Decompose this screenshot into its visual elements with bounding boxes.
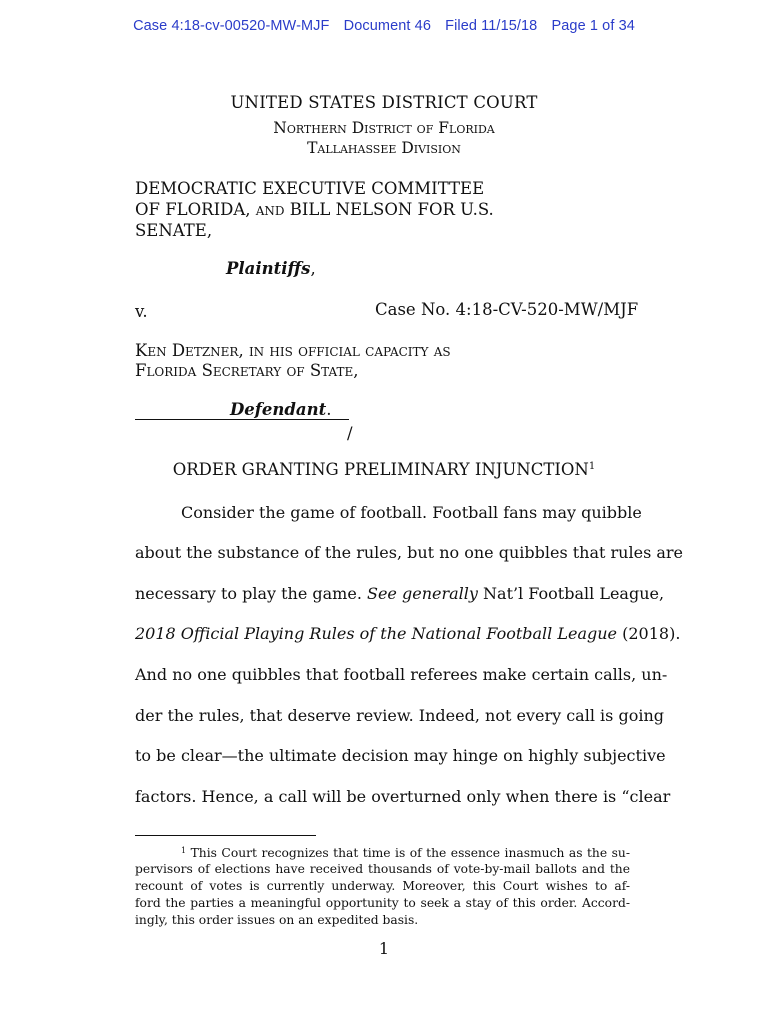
defendant-role: Defendant. bbox=[230, 400, 332, 419]
citation-signal: See generally bbox=[367, 584, 478, 603]
body-line-5: And no one quibbles that football referees make certain calls, un- bbox=[135, 665, 668, 684]
footnote-line-3: recount of votes is currently underway. Moreover, this Court wishes to af- bbox=[135, 879, 630, 893]
footnote-line-1: $^1$ This Court recognizes that time is of the essence inasmuch as the su- bbox=[181, 846, 630, 860]
body-line-4: 2018 Official Playing Rules of the National Football League (2018). bbox=[135, 624, 681, 643]
footnote-divider bbox=[135, 835, 316, 836]
plaintiff-role: Plaintiffs, bbox=[226, 259, 316, 278]
defendant-line-2: Florida Secretary of State, bbox=[135, 361, 359, 380]
order-title: ORDER GRANTING PRELIMINARY INJUNCTION$^1$ bbox=[172, 460, 596, 479]
footnote-line-2: pervisors of elections have received thousands of vote-by-mail ballots and the bbox=[135, 862, 630, 876]
plaintiff-line-2: OF FLORIDA, and BILL NELSON FOR U.S. bbox=[135, 200, 494, 219]
plaintiff-line-1: DEMOCRATIC EXECUTIVE COMMITTEE bbox=[135, 179, 485, 198]
document-number: Document 46 bbox=[343, 18, 431, 34]
court-name: UNITED STATES DISTRICT COURT bbox=[230, 93, 538, 112]
caption-underline bbox=[135, 419, 349, 420]
case-number: Case No. 4:18-CV-520-MW/MJF bbox=[375, 300, 639, 319]
footnote-line-4: ford the parties a meaningful opportunity to seek a stay of this order. Accord- bbox=[135, 896, 630, 910]
footnote-line-5: ingly, this order issues on an expedited basis. bbox=[135, 913, 419, 927]
caption-slash: / bbox=[347, 424, 353, 443]
defendant-line-1: Ken Detzner, in his official capacity as bbox=[135, 341, 451, 360]
body-line-7: to be clear—the ultimate decision may hinge on highly subjective bbox=[135, 746, 666, 765]
court-district: Northern District of Florida bbox=[273, 119, 495, 137]
page-number: 1 bbox=[378, 939, 390, 958]
filed-date: Filed 11/15/18 bbox=[445, 18, 538, 34]
filing-header bbox=[0, 18, 768, 34]
case-number-header: Case 4:18-cv-00520-MW-MJF bbox=[133, 18, 330, 34]
citation-title: 2018 Official Playing Rules of the National Football League bbox=[135, 624, 618, 643]
body-line-3: necessary to play the game. See generally Nat’l Football League, bbox=[135, 584, 665, 603]
body-line-6: der the rules, that deserve review. Indeed, not every call is going bbox=[135, 706, 664, 725]
page-count: Page 1 of 34 bbox=[551, 18, 635, 34]
body-line-1: Consider the game of football. Football fans may quibble bbox=[181, 503, 642, 522]
body-line-2: about the substance of the rules, but no one quibbles that rules are bbox=[135, 543, 684, 562]
body-line-8: factors. Hence, a call will be overturned only when there is “clear bbox=[135, 787, 671, 806]
versus: v. bbox=[135, 302, 148, 321]
footnote-reference: 1 bbox=[588, 461, 596, 472]
court-division: Tallahassee Division bbox=[307, 139, 461, 157]
plaintiff-conjunction: and bbox=[255, 200, 285, 219]
footnote-number: 1 bbox=[181, 846, 187, 855]
plaintiff-line-3: SENATE, bbox=[135, 221, 213, 240]
